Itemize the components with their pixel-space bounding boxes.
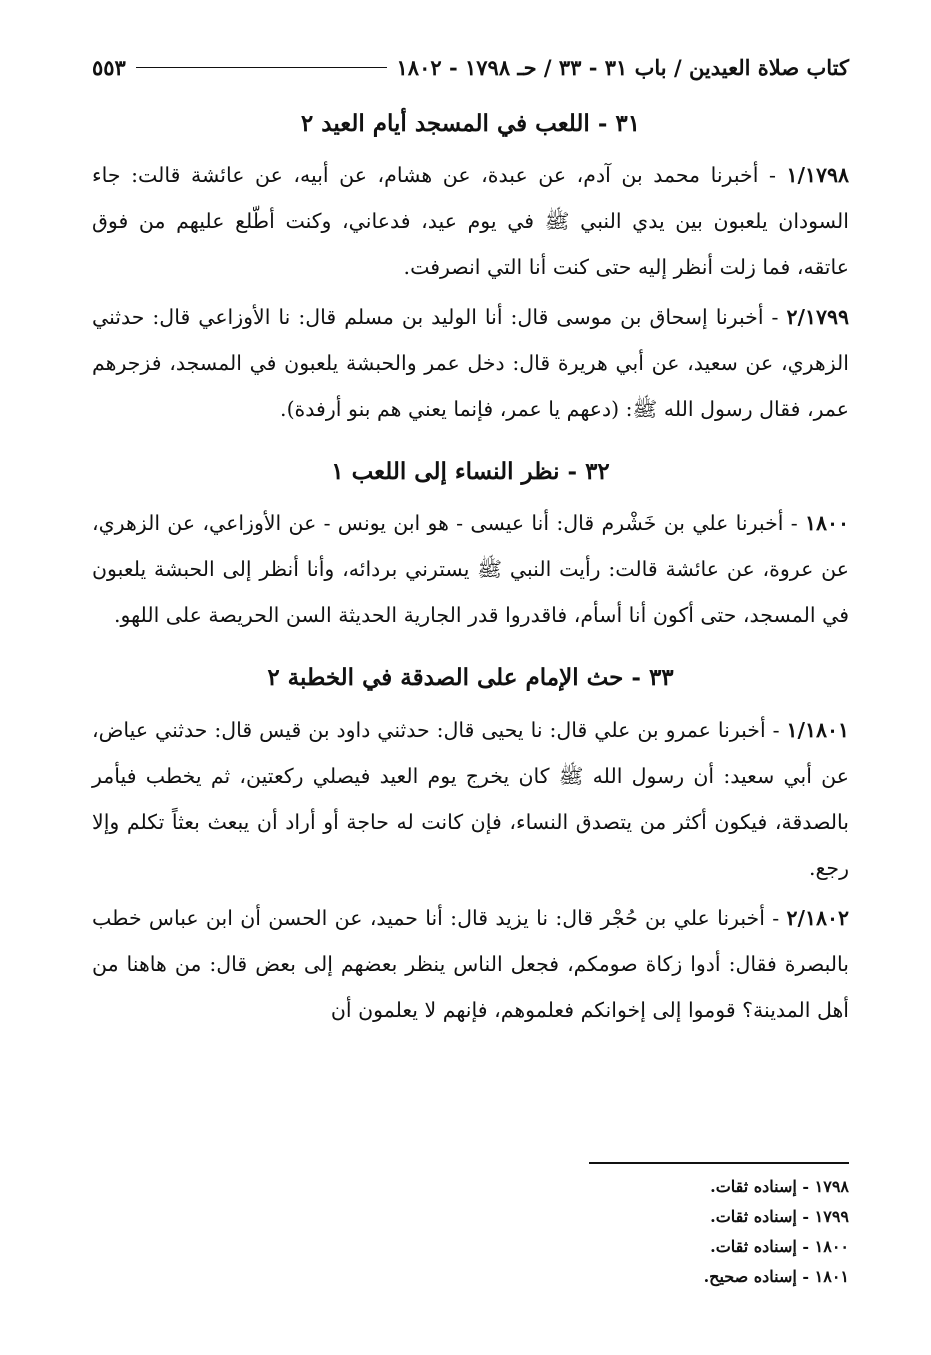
hadith-number: ١/١٨٠١	[786, 717, 849, 742]
running-header	[92, 50, 849, 84]
footnotes	[589, 1162, 849, 1292]
section-heading: ٣٢ - نظر النساء إلى اللعب ١	[331, 458, 610, 486]
section-heading: ٣٣ - حث الإمام على الصدقة في الخطبة ٢	[267, 664, 674, 692]
hadith-paragraph	[92, 152, 849, 290]
footnote: ١٨٠٠ - إسناده ثقات.	[710, 1237, 849, 1256]
footnote: ١٨٠١ - إسناده صحيح.	[703, 1267, 849, 1286]
hadith-paragraph	[92, 500, 849, 638]
hadith-text: - أخبرنا علي بن حُجْر قال: نا يزيد قال: أنا حميد، عن الحسن أن ابن عباس خطب بالبصرة فقال: أدوا زكاة صومكم، فجعل الناس ينظر بعضهم إلى بعض قال: من هاهنا من أهل المدينة؟ قوموا إلى إخوانكم فعلموهم، فإنهم لا يعلمون أن	[92, 905, 849, 1022]
section-33	[92, 662, 849, 1032]
section-32	[92, 456, 849, 638]
section-heading: ٣١ - اللعب في المسجد أيام العيد ٢	[300, 110, 641, 137]
section-31	[92, 108, 849, 432]
hadith-text: - أخبرنا علي بن خَشْرم قال: أنا عيسى - هو ابن يونس - عن الأوزاعي، عن الزهري، عن عروة، عن عائشة قالت: رأيت النبي ﷺ يسترني بردائه، وأنا أنظر إلى الحبشة يلعبون في المسجد، حتى أكون أنا أسأم، فاقدروا قدر الجارية الحديثة السن الحريصة على اللهو.	[92, 511, 849, 628]
page-number: ٥٥٣	[92, 54, 126, 80]
header-rule	[136, 67, 387, 68]
hadith-number: ٢/١٧٩٩	[786, 305, 849, 330]
footnote: ١٧٩٨ - إسناده ثقات.	[710, 1177, 849, 1196]
hadith-paragraph	[92, 294, 849, 432]
hadith-number: ١٨٠٠	[804, 511, 849, 536]
hadith-paragraph	[92, 895, 849, 1033]
hadith-text: - أخبرنا عمرو بن علي قال: نا يحيى قال: حدثني داود بن قيس قال: حدثني عياض، عن أبي سعيد: أن رسول الله ﷺ كان يخرج يوم العيد فيصلي ركعتين، ثم يخطب فيأمر بالصدقة، فيكون أكثر من يتصدق النساء، فإن كانت له حاجة أو أراد أن يبعث بعثاً تكلم وإلا رجع.	[92, 717, 849, 880]
hadith-paragraph	[92, 707, 849, 891]
hadith-number: ٢/١٨٠٢	[786, 905, 849, 930]
footnote: ١٧٩٩ - إسناده ثقات.	[710, 1207, 849, 1226]
hadith-text: - أخبرنا إسحاق بن موسى قال: أنا الوليد بن مسلم قال: نا الأوزاعي قال: حدثني الزهري، عن سعيد، عن أبي هريرة قال: دخل عمر والحبشة يلعبون في المسجد، فزجرهم عمر، فقال رسول الله ﷺ: (دعهم يا عمر، فإنما يعني هم بنو أرفدة).	[92, 305, 849, 422]
running-title: كتاب صلاة العيدين / باب ٣١ - ٣٣ / حـ ١٧٩٨ - ١٨٠٢	[396, 54, 849, 80]
hadith-number: ١/١٧٩٨	[786, 163, 849, 188]
hadith-text: - أخبرنا محمد بن آدم، عن عبدة، عن هشام، عن أبيه، عن عائشة قالت: جاء السودان يلعبون بين يدي النبي ﷺ في يوم عيد، فدعاني، وكنت أطّلع عليهم من فوق عاتقه، فما زلت أنظر إليه حتى كنت أنا التي انصرفت.	[92, 163, 849, 280]
